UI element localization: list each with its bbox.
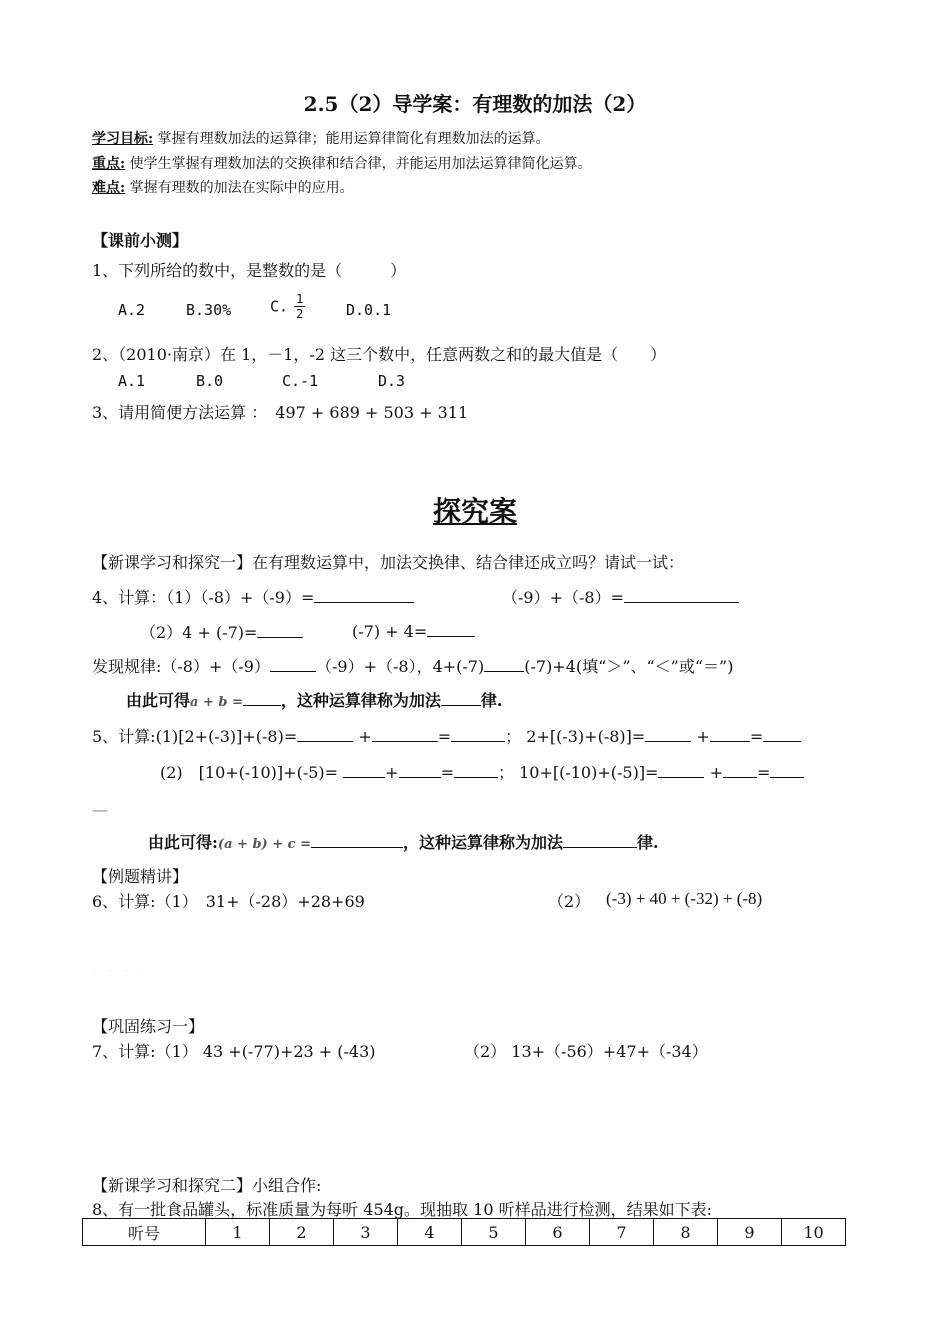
table-cell: 2 — [270, 1219, 334, 1246]
difficulty-text: 掌握有理数的加法在实际中的应用。 — [129, 180, 354, 196]
answer-blank[interactable] — [372, 725, 438, 742]
page-title: 2.5（2）导学案：有理数的加法（2） — [303, 92, 647, 116]
q4-expr-2: （-9）+（-8）= — [502, 588, 624, 607]
q2-option-b: B.0 — [196, 372, 224, 390]
question-4-line-2b — [352, 620, 475, 641]
wrap-dash: — — [92, 800, 108, 819]
examples-heading: 【例题精讲】 — [92, 867, 189, 886]
q5-expr-1: 5、计算:(1)[2+(-3)]+(-8)= — [92, 727, 298, 746]
conclusion-1-lead: 由此可得 — [126, 691, 191, 710]
question-6-part-2-expr: (-3) + 40 + (-32) + (-8) — [606, 889, 763, 908]
answer-blank[interactable] — [563, 831, 637, 848]
plus-sign: + — [358, 727, 372, 746]
key-point-label: 重点: — [92, 156, 126, 172]
pretest-heading: 【课前小测】 — [92, 231, 189, 250]
q5-expr-2: 2+[(-3)+(-8)]= — [526, 727, 646, 746]
key-point-line — [92, 153, 592, 173]
equals-sign: = — [437, 727, 452, 746]
objective-line — [92, 128, 550, 148]
separator: ； — [497, 763, 514, 782]
equals-sign: = — [756, 763, 771, 782]
fraction — [294, 292, 305, 321]
table-cell: 9 — [718, 1219, 782, 1246]
separator: ； — [505, 727, 522, 746]
explore-intro: 【新课学习和探究一】在有理数运算中，加法交换律、结合律还成立吗？请试一试： — [92, 553, 685, 572]
question-7-part-2: （2） 13+（-56）+47+（-34） — [464, 1042, 708, 1061]
difficulty-line — [92, 177, 354, 197]
conclusion-1 — [126, 688, 503, 711]
question-1: 1、下列所给的数中，是整数的是（ ） — [92, 261, 407, 280]
table-cell: 1 — [206, 1219, 270, 1246]
objective-text: 掌握有理数加法的运算律；能用运算律简化有理数加法的运算。 — [157, 131, 550, 147]
q1-option-c — [270, 292, 305, 321]
answer-blank[interactable] — [399, 761, 441, 778]
answer-blank[interactable] — [484, 655, 524, 672]
answer-blank[interactable] — [454, 761, 498, 778]
answer-blank[interactable] — [770, 761, 804, 778]
answer-blank[interactable] — [257, 621, 303, 638]
question-4-line-1b — [502, 585, 739, 608]
table-cell: 3 — [334, 1219, 398, 1246]
table-cell: 8 — [654, 1219, 718, 1246]
answer-blank[interactable] — [763, 725, 801, 742]
conclusion-2 — [148, 830, 659, 853]
associative-formula: (a + b) + c = — [217, 837, 311, 852]
question-5-line-1 — [92, 724, 801, 747]
q1-option-a: A.2 — [118, 301, 146, 319]
q2-option-a: A.1 — [118, 372, 146, 390]
q1-option-b: B.30% — [186, 301, 232, 319]
sample-table — [82, 1218, 846, 1246]
table-header-cell: 听号 — [83, 1219, 206, 1246]
group-heading: 【新课学习和探究二】小组合作: — [92, 1176, 322, 1195]
answer-blank[interactable] — [427, 620, 475, 637]
equals-sign: = — [749, 727, 764, 746]
answer-blank[interactable] — [243, 689, 281, 706]
key-point-text: 使学生掌握有理数加法的交换律和结合律，并能运用加法运算律简化运算。 — [129, 156, 592, 172]
q1-option-d: D.0.1 — [346, 301, 392, 319]
answer-blank[interactable] — [343, 761, 385, 778]
q2-option-c: C.-1 — [282, 372, 319, 390]
answer-blank[interactable] — [624, 586, 739, 603]
plus-sign: + — [696, 727, 710, 746]
answer-blank[interactable] — [297, 725, 353, 742]
rule-prefix: 发现规律:（-8）+（-9） — [92, 657, 270, 676]
explore-title: 探究案 — [432, 495, 517, 528]
answer-blank[interactable] — [645, 725, 691, 742]
conclusion-1-end: 律. — [480, 691, 503, 710]
question-6-part-2-label: （2） — [548, 892, 591, 911]
rule-middle: （-9）+（-8），4+(-7) — [315, 657, 485, 676]
plus-sign: + — [385, 763, 399, 782]
question-6-part-1: 6、计算:（1） 31+（-28）+28+69 — [92, 892, 365, 911]
answer-blank[interactable] — [441, 689, 481, 706]
answer-blank[interactable] — [451, 725, 505, 742]
table-cell: 7 — [590, 1219, 654, 1246]
fraction-denominator: 2 — [296, 307, 304, 321]
conclusion-2-mid: ，这种运算律称为加法 — [402, 833, 563, 852]
faint-marks: · · · · — [92, 964, 144, 978]
table-cell: 4 — [398, 1219, 462, 1246]
question-4-line-1 — [92, 585, 414, 608]
q4-expr-3: （2）4 + (-7)= — [140, 623, 258, 642]
question-8: 8、有一批食品罐头，标准质量为每听 454g。现抽取 10 听样品进行检测，结果如下表: — [92, 1200, 712, 1219]
q1-option-c-label: C. — [270, 297, 289, 316]
rule-line — [92, 654, 733, 677]
q4-expr-1: 4、计算：（1）（-8）+（-9）= — [92, 588, 315, 607]
q2-option-d: D.3 — [378, 372, 406, 390]
answer-blank[interactable] — [270, 655, 316, 672]
plus-sign: + — [709, 763, 723, 782]
question-4-line-2 — [140, 620, 303, 643]
table-cell: 10 — [782, 1219, 846, 1246]
equals-sign: = — [440, 763, 454, 782]
commutative-formula: a + b = — [190, 695, 243, 710]
conclusion-2-lead: 由此可得: — [148, 833, 218, 852]
practice-heading: 【巩固练习一】 — [92, 1017, 205, 1036]
difficulty-label: 难点: — [92, 180, 126, 196]
conclusion-1-mid: ，这种运算律称为加法 — [280, 691, 441, 710]
question-2: 2、（2010·南京）在 1，－1，-2 这三个数中，任意两数之和的最大值是（ ） — [92, 345, 667, 364]
table-row — [83, 1219, 846, 1246]
q5-expr-4: 10+[(-10)+(-5)]= — [519, 763, 659, 782]
answer-blank[interactable] — [723, 761, 757, 778]
table-cell: 6 — [526, 1219, 590, 1246]
table-cell: 5 — [462, 1219, 526, 1246]
fraction-numerator: 1 — [296, 292, 304, 306]
answer-blank[interactable] — [658, 761, 704, 778]
q4-expr-4: (-7) + 4= — [352, 622, 428, 641]
answer-blank[interactable] — [710, 725, 750, 742]
question-7-part-1: 7、计算:（1） 43 +(-77)+23 + (-43) — [92, 1042, 376, 1061]
objective-label: 学习目标: — [92, 131, 154, 147]
question-5-line-2 — [160, 760, 804, 783]
conclusion-2-end: 律. — [636, 833, 659, 852]
rule-suffix: (-7)+4(填“＞”、“＜”或“＝”) — [524, 657, 734, 676]
q5-expr-3: (2) [10+(-10)]+(-5)= — [160, 763, 339, 782]
answer-blank[interactable] — [314, 586, 414, 603]
answer-blank[interactable] — [311, 831, 403, 848]
question-3: 3、请用简便方法运算 ： 497 + 689 + 503 + 311 — [92, 403, 469, 422]
